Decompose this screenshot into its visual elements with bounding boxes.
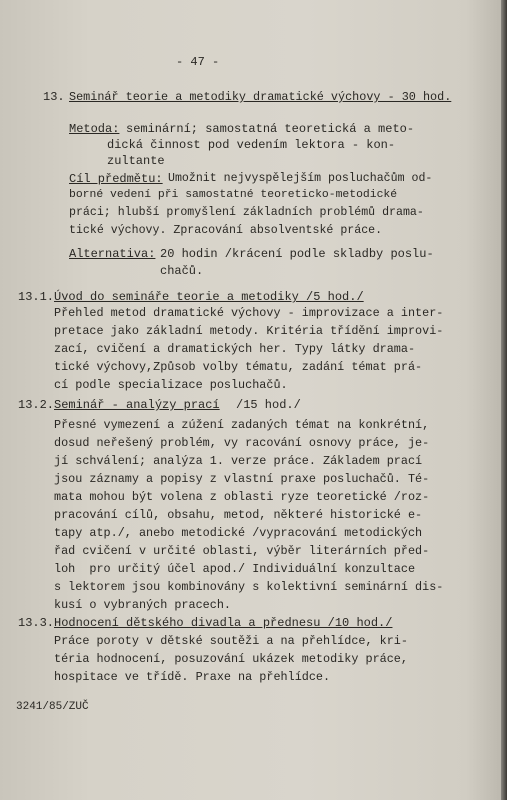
body-line: Přesné vymezení a zúžení zadaných témat na konkrétní, bbox=[54, 418, 430, 432]
cil-line: práci; hlubší promyšlení základních problémů drama- bbox=[69, 206, 424, 219]
cil-label: Cíl předmětu: bbox=[69, 172, 163, 186]
subsection-title: Hodnocení dětského divadla a přednesu /10 hod./ bbox=[54, 616, 393, 630]
subsection-title: Seminář - analýzy prací bbox=[54, 398, 220, 412]
body-line: hospitace ve třídě. Praxe na přehlídce. bbox=[54, 670, 331, 684]
body-line: s lektorem jsou kombinovány s kolektivní seminární dis- bbox=[54, 580, 444, 594]
body-line: cí podle specializace posluchačů. bbox=[54, 378, 288, 392]
body-line: tapy atp./, anebo metodické /vypracování metodických bbox=[54, 526, 423, 540]
page-edge-shadow bbox=[501, 0, 507, 800]
metoda-label: Metoda: bbox=[69, 122, 120, 136]
body-line: pretace jako základní metody. Kritéria třídění improvi- bbox=[54, 324, 444, 338]
body-line: řad cvičení v určité oblasti, výběr literárních před- bbox=[54, 544, 430, 558]
page-number: - 47 - bbox=[176, 55, 220, 69]
metoda-line: seminární; samostatná teoretická a meto- bbox=[126, 122, 415, 136]
body-line: loh pro určitý účel apod./ Individuální konzultace bbox=[54, 562, 416, 576]
body-line: dosud neřešený problém, vy racování osnovy práce, je- bbox=[54, 436, 430, 450]
section-title: Seminář teorie a metodiky dramatické výchovy - 30 hod. bbox=[69, 90, 452, 104]
cil-line: Umožnit nejvyspělejším posluchačům od- bbox=[168, 172, 433, 185]
body-line: tické výchovy,Způsob volby tématu, zadání témat prá- bbox=[54, 360, 423, 374]
body-line: kusí o vybraných pracech. bbox=[54, 598, 231, 612]
subsection-number: 13.1. bbox=[18, 290, 55, 304]
body-line: zací, cvičení a dramatických her. Typy látky drama- bbox=[54, 342, 416, 356]
body-line: pracování cílů, obsahu, metod, některé historické e- bbox=[54, 508, 423, 522]
subsection-hours: /15 hod./ bbox=[236, 398, 301, 412]
body-line: Práce poroty v dětské soutěži a na přehlídce, kri- bbox=[54, 634, 408, 648]
section-number: 13. bbox=[43, 90, 65, 104]
subsection-number: 13.3. bbox=[18, 616, 55, 630]
subsection-number: 13.2. bbox=[18, 398, 55, 412]
body-line: téria hodnocení, posuzování ukázek metodiky práce, bbox=[54, 652, 408, 666]
subsection-title: Úvod do semináře teorie a metodiky /5 hod./ bbox=[54, 290, 364, 304]
body-line: jí schválení; analýza 1. verze práce. Základem prací bbox=[54, 454, 423, 468]
body-line: Přehled metod dramatické výchovy - improvizace a inter- bbox=[54, 306, 444, 320]
footer-code: 3241/85/ZUČ bbox=[16, 701, 89, 713]
body-line: mata mohou být volena z oblasti ryze teoretické /roz- bbox=[54, 490, 430, 504]
alternativa-line: chačů. bbox=[160, 264, 204, 278]
alternativa-line: 20 hodin /krácení podle skladby poslu- bbox=[160, 247, 434, 261]
body-line: jsou záznamy a popisy z vlastní praxe posluchačů. Té- bbox=[54, 472, 430, 486]
alternativa-label: Alternativa: bbox=[69, 247, 156, 261]
cil-line: borné vedení při samostatné teoreticko-metodické bbox=[69, 189, 398, 201]
metoda-line: dická činnost pod vedením lektora - kon- bbox=[107, 138, 396, 152]
metoda-line: zultante bbox=[107, 154, 165, 168]
cil-line: tické výchovy. Zpracování absolventské práce. bbox=[69, 224, 383, 237]
